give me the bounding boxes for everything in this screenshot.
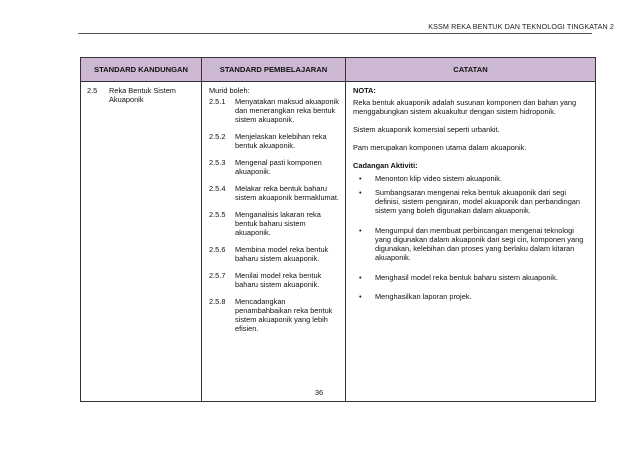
table-header-row <box>81 58 596 82</box>
nota-paragraph: Reka bentuk akuaponik adalah susunan komponen dan bahan yang menggabungkan sistem akuakultur dengan sistem hidroponik. <box>353 98 577 116</box>
pembelajaran-text: Melakar reka bentuk baharu sistem akuaponik bermaklumat. <box>235 184 339 202</box>
bullet-icon: • <box>359 188 362 197</box>
pembelajaran-text: Membina model reka bentuk baharu sistem akuaponik. <box>235 245 329 263</box>
pembelajaran-number: 2.5.3 <box>209 158 226 167</box>
pembelajaran-number: 2.5.8 <box>209 297 226 306</box>
kandungan-number: 2.5 <box>87 86 98 95</box>
pembelajaran-number: 2.5.6 <box>209 245 226 254</box>
pembelajaran-text: Menyatakan maksud akuaponik dan menerangkan reka bentuk sistem akuaponik. <box>235 97 339 124</box>
aktiviti-text: Menghasilkan laporan projek. <box>375 292 472 301</box>
aktiviti-item <box>353 226 587 262</box>
pembelajaran-number: 2.5.2 <box>209 132 226 141</box>
curriculum-table <box>80 57 596 402</box>
pembelajaran-item <box>209 297 339 333</box>
pembelajaran-cell <box>202 82 346 402</box>
nota-paragraph: Sistem akuaponik komersial seperti urbankit. <box>353 125 500 134</box>
pembelajaran-number: 2.5.5 <box>209 210 226 219</box>
header-rule <box>78 33 592 34</box>
kandungan-text: Reka Bentuk Sistem Akuaponik <box>109 86 176 104</box>
aktiviti-item <box>353 292 587 301</box>
aktiviti-item <box>353 188 587 215</box>
page-number: 36 <box>314 388 324 397</box>
pembelajaran-item <box>209 132 339 150</box>
pembelajaran-text: Menjelaskan kelebihan reka bentuk akuaponik. <box>235 132 327 150</box>
bullet-icon: • <box>359 273 362 282</box>
pembelajaran-item <box>209 97 339 124</box>
header-standard-pembelajaran: STANDARD PEMBELAJARAN <box>202 58 346 82</box>
nota-paragraph: Pam merupakan komponen utama dalam akuaponik. <box>353 143 527 152</box>
pembelajaran-number: 2.5.4 <box>209 184 226 193</box>
murid-label: Murid boleh: <box>209 86 250 95</box>
pembelajaran-item <box>209 210 339 237</box>
nota-label: NOTA: <box>353 86 376 95</box>
pembelajaran-text: Menilai model reka bentuk baharu sistem akuaponik. <box>235 271 322 289</box>
pembelajaran-item <box>209 184 339 202</box>
pembelajaran-number: 2.5.1 <box>209 97 226 106</box>
pembelajaran-item <box>209 271 339 289</box>
bullet-icon: • <box>359 226 362 235</box>
pembelajaran-item <box>209 245 339 263</box>
aktiviti-text: Menonton klip video sistem akuaponik. <box>375 174 502 183</box>
aktiviti-text: Menghasil model reka bentuk baharu sistem akuaponik. <box>375 273 558 282</box>
header-standard-kandungan: STANDARD KANDUNGAN <box>81 58 202 82</box>
pembelajaran-item <box>209 158 339 176</box>
pembelajaran-number: 2.5.7 <box>209 271 226 280</box>
pembelajaran-text: Menganalisis lakaran reka bentuk baharu sistem akuaponik. <box>235 210 321 237</box>
table-row <box>81 82 596 402</box>
bullet-icon: • <box>359 174 362 183</box>
aktiviti-text: Mengumpul dan membuat perbincangan mengenai teknologi yang digunakan dalam akuaponik dari segi ciri, komponen yang digunakan, kelebihan dan proses yang berlaku dalam kitaran akuaponik. <box>375 226 584 262</box>
aktiviti-text: Sumbangsaran mengenai reka bentuk akuaponik dari segi definisi, sistem pengairan, model akuaponik dan perbandingan sistem yang boleh digunakan dalam akuaponik. <box>375 188 581 215</box>
aktiviti-item <box>353 174 587 183</box>
bullet-icon: • <box>359 292 362 301</box>
aktiviti-item <box>353 273 587 282</box>
aktiviti-label: Cadangan Aktiviti: <box>353 161 418 170</box>
catatan-cell <box>346 82 596 402</box>
pembelajaran-text: Mencadangkan penambahbaikan reka bentuk sistem akuaponik yang lebih efisien. <box>235 297 333 333</box>
document-header: KSSM REKA BENTUK DAN TEKNOLOGI TINGKATAN 2 <box>428 22 614 31</box>
header-catatan: CATATAN <box>346 58 596 82</box>
pembelajaran-text: Mengenal pasti komponen akuaponik. <box>235 158 322 176</box>
kandungan-item <box>81 82 201 104</box>
kandungan-cell <box>81 82 202 402</box>
